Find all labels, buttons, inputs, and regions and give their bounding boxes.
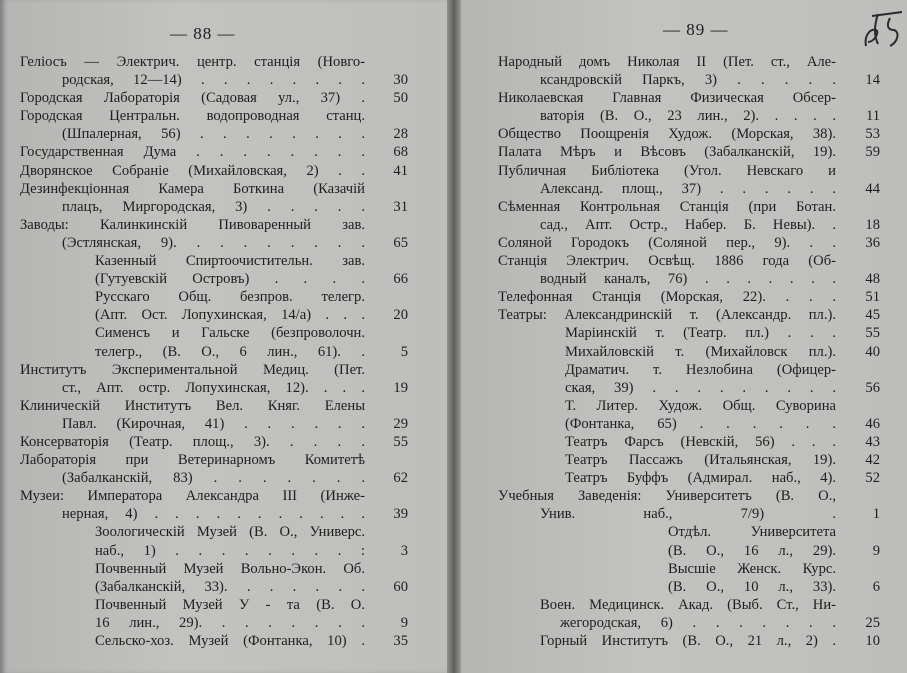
index-entry bbox=[20, 451, 408, 469]
index-entry bbox=[498, 523, 880, 541]
entry-page-number: 51 bbox=[865, 289, 880, 306]
entry-text: водный каналъ, 76) . . . . . . . bbox=[540, 271, 836, 288]
entry-page-number: 11 bbox=[865, 108, 880, 125]
index-entry-continuation bbox=[20, 542, 408, 560]
index-entry bbox=[20, 596, 408, 614]
entry-page-number bbox=[365, 252, 408, 270]
index-entry-continuation bbox=[498, 578, 880, 596]
entry-text: Театръ Пассажъ (Итальянская, 19). bbox=[565, 452, 836, 469]
index-entry bbox=[20, 89, 408, 107]
index-entry bbox=[20, 523, 408, 541]
entry-page-number: 59 bbox=[865, 144, 880, 161]
entry-text: Павл. (Кирочная, 41) . . . . . . bbox=[62, 415, 365, 432]
entry-page-number: 20 bbox=[393, 307, 408, 324]
entry-text: Станція Электрич. Освѣщ. 1886 года (Об- bbox=[498, 253, 836, 270]
entry-text: (Фонтанка, 65) . . . . . . bbox=[565, 415, 836, 432]
entry-text: ская, 39) . . . . . . . . . bbox=[565, 379, 836, 396]
index-entry bbox=[20, 487, 408, 505]
entry-page-number bbox=[836, 361, 880, 379]
entry-text: Зоологическій Музей (В. О., Универс. bbox=[95, 524, 365, 541]
entry-page-number bbox=[836, 596, 880, 614]
index-entry-continuation bbox=[20, 379, 408, 397]
entry-page-number: 1 bbox=[872, 506, 880, 523]
entry-page-number bbox=[365, 487, 408, 505]
index-entry bbox=[498, 125, 880, 143]
entry-text: Сельско-хоз. Музей (Фонтанка, 10) . bbox=[95, 633, 365, 649]
index-entry-continuation bbox=[498, 270, 880, 288]
entry-text: Публичная Библіотека (Угол. Невскаго и bbox=[498, 162, 836, 179]
entry-text: Унив. наб., 7/9) . bbox=[540, 506, 836, 523]
index-entry-continuation bbox=[20, 270, 408, 288]
entry-page-number: 18 bbox=[865, 216, 880, 233]
entry-text: ст., Апт. остр. Лопухинская, 12). . . . bbox=[62, 379, 365, 396]
index-entry bbox=[498, 487, 880, 505]
entry-text: ваторія (В. О., 23 лин., 2). . . . . bbox=[540, 108, 836, 125]
left-page bbox=[0, 0, 450, 673]
entry-page-number: 62 bbox=[393, 470, 408, 487]
index-entry-continuation bbox=[20, 469, 408, 487]
index-entry bbox=[498, 143, 880, 161]
entry-text: Почвенный Музей У - та (В. О. bbox=[95, 596, 365, 613]
index-entry-continuation bbox=[20, 578, 408, 596]
entry-text: (Апт. Ост. Лопухинская, 14/а) . . . bbox=[95, 307, 365, 324]
index-entry-continuation bbox=[20, 71, 408, 89]
index-entry-continuation bbox=[498, 542, 880, 560]
entry-page-number bbox=[836, 487, 880, 505]
entry-page-number bbox=[836, 162, 880, 180]
entry-page-number bbox=[365, 180, 408, 198]
index-entry bbox=[20, 632, 408, 650]
entry-page-number bbox=[365, 596, 408, 614]
index-entry-continuation bbox=[498, 379, 880, 397]
index-entry bbox=[20, 361, 408, 379]
entry-page-number: 31 bbox=[393, 198, 408, 215]
index-entry bbox=[20, 252, 408, 270]
index-entry bbox=[20, 180, 408, 198]
entry-page-number: 48 bbox=[865, 271, 880, 288]
entry-page-number bbox=[365, 451, 408, 469]
index-entry bbox=[498, 433, 880, 451]
book-gutter bbox=[447, 0, 461, 673]
index-entry-continuation bbox=[20, 415, 408, 433]
entry-text: Клиническій Институтъ Вел. Княг. Елены bbox=[20, 397, 365, 414]
entry-text: Лабораторія при Ветеринарномъ Комитетѣ bbox=[20, 452, 365, 469]
handwritten-mark bbox=[860, 6, 904, 52]
entry-text: наб., 1) . . . . . . . . : bbox=[95, 542, 365, 559]
index-entry bbox=[20, 216, 408, 234]
index-entry-continuation bbox=[498, 107, 880, 125]
index-entry-continuation bbox=[20, 343, 408, 361]
entry-text: Сѣменная Контрольная Станція (при Ботан. bbox=[498, 198, 836, 215]
entry-page-number: 55 bbox=[865, 325, 880, 342]
entry-page-number: 43 bbox=[865, 433, 880, 450]
entry-text: Консерваторія (Театр. площ., 3). . . . . bbox=[20, 433, 365, 450]
entry-page-number bbox=[365, 107, 408, 125]
entry-page-number bbox=[836, 252, 880, 270]
entry-text: Высшіе Женск. Курс. bbox=[668, 560, 836, 577]
entry-text: Дворянское Собраніе (Михайловская, 2) . . bbox=[20, 162, 365, 179]
index-entry bbox=[498, 560, 880, 578]
entry-page-number: 45 bbox=[865, 307, 880, 324]
index-entry bbox=[20, 433, 408, 451]
entry-page-number: 36 bbox=[865, 234, 880, 251]
entry-page-number bbox=[365, 523, 408, 541]
index-entry bbox=[498, 632, 880, 650]
entry-text: Александ. площ., 37) . . . . . . bbox=[540, 180, 836, 197]
entry-page-number: 3 bbox=[400, 542, 408, 559]
entry-page-number bbox=[836, 397, 880, 415]
entry-text: Народный домъ Николая II (Пет. ст., Але- bbox=[498, 54, 836, 70]
index-entry bbox=[498, 198, 880, 216]
index-entry-continuation bbox=[498, 71, 880, 89]
entry-text: (Забалканскій, 33). . . . . . . bbox=[95, 578, 365, 595]
entry-text: Государственная Дума . . . . . . . . bbox=[20, 144, 365, 161]
entry-page-number: 50 bbox=[393, 90, 408, 107]
entry-text: Дезинфекціонная Камера Боткина (Казачій bbox=[20, 180, 365, 197]
entry-page-number: 41 bbox=[393, 162, 408, 179]
entry-text: сад., Апт. Остр., Набер. Б. Невы). . bbox=[540, 216, 836, 233]
entry-page-number: 55 bbox=[393, 433, 408, 450]
entry-page-number: 35 bbox=[393, 633, 408, 649]
index-entry bbox=[498, 451, 880, 469]
entry-page-number bbox=[365, 288, 408, 306]
entry-page-number bbox=[836, 560, 880, 578]
entry-page-number: 25 bbox=[865, 614, 880, 631]
entry-text: Михайловскій т. (Михайловск пл.). bbox=[565, 343, 836, 360]
entry-text: жегородская, 6) . . . . . . . bbox=[560, 614, 836, 631]
entry-text: Маріинскій т. (Театр. пл.) . . . bbox=[565, 325, 836, 342]
entry-page-number: 60 bbox=[393, 578, 408, 595]
entry-page-number: 28 bbox=[393, 126, 408, 143]
entry-page-number: 19 bbox=[393, 379, 408, 396]
index-entry-continuation bbox=[498, 415, 880, 433]
entry-text: родская, 12—14) . . . . . . . . bbox=[62, 72, 365, 89]
index-entry-continuation bbox=[20, 198, 408, 216]
entry-text: Русскаго Общ. безпров. телегр. bbox=[95, 289, 365, 306]
index-entry bbox=[498, 469, 880, 487]
entry-page-number: 6 bbox=[872, 578, 880, 595]
entry-text: Театръ Буффъ (Адмирал. наб., 4). bbox=[565, 470, 836, 487]
index-entry-continuation bbox=[498, 614, 880, 632]
entry-page-number: 65 bbox=[393, 234, 408, 251]
entry-text: (Шпалерная, 56) . . . . . . . . bbox=[62, 126, 365, 143]
entry-text: Телефонная Станція (Морская, 22). . . . bbox=[498, 289, 836, 306]
index-entry bbox=[498, 234, 880, 252]
entry-page-number bbox=[836, 198, 880, 216]
entry-page-number: 68 bbox=[393, 144, 408, 161]
index-entry-continuation bbox=[498, 216, 880, 234]
entry-text: Палата Мѣръ и Вѣсовъ (Забалканскій, 19). bbox=[498, 144, 836, 161]
entry-page-number: 52 bbox=[865, 470, 880, 487]
index-entry-continuation bbox=[498, 505, 880, 523]
entry-text: Сименсъ и Гальске (безпроволочн. bbox=[95, 325, 365, 342]
entry-page-number bbox=[836, 89, 880, 107]
entry-page-number: 30 bbox=[393, 72, 408, 89]
entry-text: (Гутуевскій Островъ) . . . . bbox=[95, 271, 365, 288]
index-entry bbox=[498, 162, 880, 180]
index-entry bbox=[20, 560, 408, 578]
index-entry bbox=[498, 361, 880, 379]
entry-text: Институтъ Экспериментальной Медиц. (Пет. bbox=[20, 361, 365, 378]
index-entry bbox=[20, 107, 408, 125]
entry-text: Театръ Фарсъ (Невскій, 56) . . . bbox=[565, 433, 836, 450]
index-entry bbox=[498, 306, 880, 324]
index-entry bbox=[20, 288, 408, 306]
entry-text: Городская Лабораторія (Садовая ул., 37) . bbox=[20, 90, 365, 107]
entry-page-number bbox=[365, 324, 408, 342]
index-entry-continuation bbox=[20, 505, 408, 523]
index-entry bbox=[498, 288, 880, 306]
page-number: — 89 — bbox=[663, 20, 729, 39]
index-entry-continuation bbox=[498, 180, 880, 198]
index-entry bbox=[20, 162, 408, 180]
entry-text: Геліосъ — Электрич. центр. станція (Новго- bbox=[20, 54, 365, 70]
entry-page-number bbox=[365, 560, 408, 578]
entry-text: Общество Поощренія Худож. (Морская, 38). bbox=[498, 126, 836, 143]
entry-page-number: 39 bbox=[393, 506, 408, 523]
index-entry bbox=[498, 596, 880, 614]
entry-page-number: 53 bbox=[865, 126, 880, 143]
entry-page-number: 29 bbox=[393, 415, 408, 432]
entry-page-number: 9 bbox=[872, 542, 880, 559]
index-entry bbox=[20, 324, 408, 342]
entry-page-number bbox=[365, 397, 408, 415]
entry-text: телегр., (В. О., 6 лин., 61). . bbox=[95, 343, 365, 360]
entry-text: (Забалканскій, 83) . . . . . . . bbox=[62, 470, 365, 487]
entry-text: Учебныя Заведенія: Университетъ (В. О., bbox=[498, 488, 836, 505]
entry-text: Т. Литер. Худож. Общ. Суворина bbox=[565, 397, 836, 414]
entry-page-number: 5 bbox=[400, 343, 408, 360]
entry-page-number: 66 bbox=[393, 271, 408, 288]
index-list bbox=[498, 53, 880, 650]
index-entry bbox=[20, 143, 408, 161]
entry-text: Воен. Медицинск. Акад. (Выб. Ст., Ни- bbox=[540, 596, 836, 613]
entry-page-number bbox=[365, 216, 408, 234]
index-entry bbox=[498, 53, 880, 71]
entry-text: Драматич. т. Незлобина (Офицер- bbox=[565, 361, 836, 378]
index-entry bbox=[498, 89, 880, 107]
entry-page-number: 56 bbox=[865, 379, 880, 396]
entry-text: Отдѣл. Университета bbox=[668, 524, 836, 541]
entry-text: Горный Институтъ (В. О., 21 л., 2) . bbox=[540, 633, 836, 649]
entry-text: Соляной Городокъ (Соляной пер., 9). . . bbox=[498, 234, 836, 251]
entry-page-number: 9 bbox=[400, 614, 408, 631]
index-entry bbox=[498, 397, 880, 415]
entry-text: Городская Центральн. водопроводная станц. bbox=[20, 108, 365, 125]
entry-text: 16 лин., 29). . . . . . . . bbox=[95, 614, 365, 631]
index-list bbox=[20, 53, 408, 650]
entry-text: Музеи: Императора Александра III (Инже- bbox=[20, 488, 365, 505]
entry-text: нерная, 4) . . . . . . . . . . . bbox=[62, 506, 365, 523]
index-entry-continuation bbox=[20, 306, 408, 324]
entry-text: (В. О., 10 л., 33). bbox=[668, 578, 836, 595]
right-page bbox=[458, 0, 907, 673]
index-entry bbox=[498, 324, 880, 342]
page-number: — 88 — bbox=[170, 24, 236, 43]
entry-text: (Эстлянская, 9). . . . . . . . . bbox=[62, 234, 365, 251]
index-entry-continuation bbox=[20, 125, 408, 143]
entry-text: (В. О., 16 л., 29). bbox=[668, 542, 836, 559]
entry-text: Николаевская Главная Физическая Обсер- bbox=[498, 90, 836, 107]
entry-page-number bbox=[836, 523, 880, 541]
entry-text: Почвенный Музей Вольно-Экон. Об. bbox=[95, 560, 365, 577]
entry-text: Театры: Александринскій т. (Александр. пл.). bbox=[498, 307, 836, 324]
index-entry bbox=[498, 343, 880, 361]
entry-text: Казенный Спиртоочистительн. зав. bbox=[95, 253, 365, 270]
entry-page-number: 10 bbox=[865, 633, 880, 649]
entry-page-number bbox=[836, 53, 880, 71]
entry-page-number: 40 bbox=[865, 343, 880, 360]
index-entry bbox=[20, 53, 408, 71]
index-entry bbox=[20, 397, 408, 415]
index-entry bbox=[498, 252, 880, 270]
entry-text: плацъ, Миргородская, 3) . . . . . bbox=[62, 198, 365, 215]
entry-page-number: 46 bbox=[865, 415, 880, 432]
entry-page-number bbox=[365, 53, 408, 71]
index-entry-continuation bbox=[20, 234, 408, 252]
entry-page-number: 14 bbox=[865, 72, 880, 89]
entry-text: ксандровскій Паркъ, 3) . . . . . bbox=[540, 72, 836, 89]
entry-page-number: 44 bbox=[865, 180, 880, 197]
entry-page-number: 42 bbox=[865, 452, 880, 469]
entry-text: Заводы: Калинкинскій Пивоваренный зав. bbox=[20, 216, 365, 233]
index-entry-continuation bbox=[20, 614, 408, 632]
entry-page-number bbox=[365, 361, 408, 379]
